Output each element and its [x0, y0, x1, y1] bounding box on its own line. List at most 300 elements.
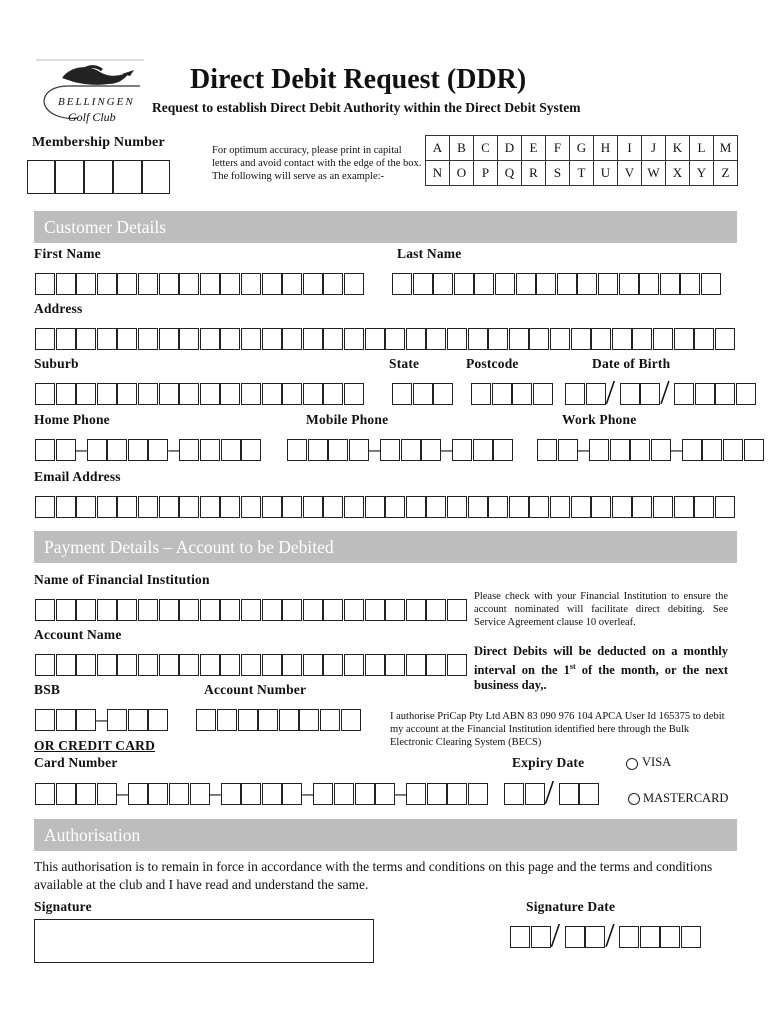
address-box[interactable]	[488, 328, 508, 350]
suburb-box[interactable]	[56, 383, 76, 405]
card-number-box[interactable]	[375, 783, 395, 805]
account-name-box[interactable]	[56, 654, 76, 676]
card-number-box[interactable]	[56, 783, 76, 805]
alphabet-cell: F	[546, 136, 570, 161]
card-number-label: Card Number	[34, 755, 118, 770]
account-number-label: Account Number	[204, 682, 307, 697]
institution-box[interactable]	[323, 599, 343, 621]
last-name-box[interactable]	[516, 273, 536, 295]
mobile-phone-box[interactable]	[308, 439, 328, 461]
dob-box[interactable]	[715, 383, 735, 405]
suburb-box[interactable]	[159, 383, 179, 405]
signature-date-box[interactable]	[510, 926, 530, 948]
account-number-box[interactable]	[320, 709, 340, 731]
suburb-box[interactable]	[241, 383, 261, 405]
first-name-box[interactable]	[97, 273, 117, 295]
email-box[interactable]	[76, 496, 96, 518]
card-number-box[interactable]	[241, 783, 261, 805]
account-number-box[interactable]	[196, 709, 216, 731]
account-name-box[interactable]	[323, 654, 343, 676]
work-phone-box[interactable]	[610, 439, 630, 461]
email-box[interactable]	[447, 496, 467, 518]
address-box[interactable]	[282, 328, 302, 350]
address-box[interactable]	[138, 328, 158, 350]
bsb-box[interactable]	[35, 709, 55, 731]
bsb-box[interactable]	[76, 709, 96, 731]
date-slash: /	[660, 374, 670, 411]
email-box[interactable]	[468, 496, 488, 518]
dob-box[interactable]	[620, 383, 640, 405]
card-number-box[interactable]	[313, 783, 333, 805]
first-name-box[interactable]	[200, 273, 220, 295]
alphabet-cell: R	[522, 161, 546, 186]
signature-date-label: Signature Date	[526, 899, 616, 914]
home-phone-box[interactable]	[179, 439, 199, 461]
first-name-box[interactable]	[220, 273, 240, 295]
account-number-box[interactable]	[299, 709, 319, 731]
suburb-box[interactable]	[303, 383, 323, 405]
suburb-box[interactable]	[117, 383, 137, 405]
email-box[interactable]	[179, 496, 199, 518]
alphabet-cell: Z	[714, 161, 738, 186]
email-box[interactable]	[365, 496, 385, 518]
signature-label: Signature	[34, 899, 92, 914]
signature-date-box[interactable]	[681, 926, 701, 948]
account-name-box[interactable]	[406, 654, 426, 676]
address-box[interactable]	[76, 328, 96, 350]
email-box[interactable]	[509, 496, 529, 518]
institution-box[interactable]	[447, 599, 467, 621]
first-name-box[interactable]	[282, 273, 302, 295]
dob-box[interactable]	[736, 383, 756, 405]
date-slash: /	[550, 917, 561, 954]
section-customer-details: Customer Details	[34, 211, 737, 243]
postcode-box[interactable]	[512, 383, 532, 405]
email-box[interactable]	[653, 496, 673, 518]
institution-box[interactable]	[179, 599, 199, 621]
separator-dash: –	[395, 780, 407, 805]
first-name-box[interactable]	[179, 273, 199, 295]
account-name-box[interactable]	[282, 654, 302, 676]
membership-box[interactable]	[142, 160, 170, 194]
address-box[interactable]	[200, 328, 220, 350]
card-number-box[interactable]	[282, 783, 302, 805]
email-box[interactable]	[591, 496, 611, 518]
email-box[interactable]	[138, 496, 158, 518]
account-name-box[interactable]	[365, 654, 385, 676]
postcode-box[interactable]	[492, 383, 512, 405]
state-box[interactable]	[413, 383, 433, 405]
mobile-phone-box[interactable]	[473, 439, 493, 461]
dob-box[interactable]	[674, 383, 694, 405]
institution-box[interactable]	[200, 599, 220, 621]
visa-radio[interactable]	[626, 758, 638, 770]
authorisation-text: This authorisation is to remain in force in accordance with the terms and conditions on this page and the terms and conditions available at the club and I have read and understand the same.	[34, 859, 713, 892]
account-name-box[interactable]	[344, 654, 364, 676]
email-box[interactable]	[715, 496, 735, 518]
email-box[interactable]	[56, 496, 76, 518]
institution-label: Name of Financial Institution	[34, 572, 210, 587]
email-box[interactable]	[674, 496, 694, 518]
email-box[interactable]	[282, 496, 302, 518]
account-number-box[interactable]	[341, 709, 361, 731]
last-name-box[interactable]	[495, 273, 515, 295]
mobile-phone-box[interactable]	[349, 439, 369, 461]
card-number-box[interactable]	[148, 783, 168, 805]
work-phone-box[interactable]	[589, 439, 609, 461]
alphabet-cell: G	[570, 136, 594, 161]
institution-box[interactable]	[35, 599, 55, 621]
mobile-phone-box[interactable]	[287, 439, 307, 461]
institution-box[interactable]	[282, 599, 302, 621]
suburb-box[interactable]	[220, 383, 240, 405]
mobile-phone-box[interactable]	[493, 439, 513, 461]
last-name-box[interactable]	[433, 273, 453, 295]
card-number-box[interactable]	[334, 783, 354, 805]
home-phone-box[interactable]	[56, 439, 76, 461]
account-name-box[interactable]	[138, 654, 158, 676]
email-box[interactable]	[632, 496, 652, 518]
address-box[interactable]	[509, 328, 529, 350]
suburb-box[interactable]	[35, 383, 55, 405]
last-name-box[interactable]	[680, 273, 700, 295]
address-box[interactable]	[220, 328, 240, 350]
membership-box[interactable]	[84, 160, 113, 194]
email-box[interactable]	[303, 496, 323, 518]
membership-box[interactable]	[55, 160, 84, 194]
state-box[interactable]	[392, 383, 412, 405]
first-name-box[interactable]	[344, 273, 364, 295]
account-name-box[interactable]	[97, 654, 117, 676]
work-phone-box[interactable]	[723, 439, 743, 461]
last-name-box[interactable]	[701, 273, 721, 295]
alphabet-cell: O	[450, 161, 474, 186]
suburb-box[interactable]	[344, 383, 364, 405]
address-box[interactable]	[406, 328, 426, 350]
address-box[interactable]	[241, 328, 261, 350]
suburb-box[interactable]	[179, 383, 199, 405]
address-box[interactable]	[159, 328, 179, 350]
state-box[interactable]	[433, 383, 453, 405]
expiry-box[interactable]	[525, 783, 545, 805]
expiry-box[interactable]	[559, 783, 579, 805]
account-name-box[interactable]	[200, 654, 220, 676]
card-number-box[interactable]	[128, 783, 148, 805]
address-box[interactable]	[323, 328, 343, 350]
bsb-label: BSB	[34, 682, 61, 697]
mobile-phone-box[interactable]	[328, 439, 348, 461]
separator-dash: –	[441, 436, 453, 461]
alphabet-cell: K	[666, 136, 690, 161]
separator-dash: –	[670, 436, 682, 461]
institution-box[interactable]	[76, 599, 96, 621]
institution-box[interactable]	[303, 599, 323, 621]
email-box[interactable]	[612, 496, 632, 518]
bsb-box[interactable]	[107, 709, 127, 731]
address-box[interactable]	[632, 328, 652, 350]
card-number-box[interactable]	[169, 783, 189, 805]
alphabet-cell: B	[450, 136, 474, 161]
last-name-box[interactable]	[557, 273, 577, 295]
address-box[interactable]	[35, 328, 55, 350]
card-number-box[interactable]	[262, 783, 282, 805]
first-name-box[interactable]	[262, 273, 282, 295]
email-box[interactable]	[550, 496, 570, 518]
email-box[interactable]	[694, 496, 714, 518]
suburb-box[interactable]	[323, 383, 343, 405]
card-number-box[interactable]	[468, 783, 488, 805]
separator-dash: –	[116, 780, 128, 805]
dob-box[interactable]	[640, 383, 660, 405]
postcode-box[interactable]	[471, 383, 491, 405]
address-box[interactable]	[303, 328, 323, 350]
institution-box[interactable]	[426, 599, 446, 621]
address-box[interactable]	[179, 328, 199, 350]
institution-box[interactable]	[262, 599, 282, 621]
card-number-box[interactable]	[190, 783, 210, 805]
alphabet-cell: T	[570, 161, 594, 186]
account-name-box[interactable]	[179, 654, 199, 676]
signature-date-box[interactable]	[640, 926, 660, 948]
first-name-box[interactable]	[303, 273, 323, 295]
email-box[interactable]	[241, 496, 261, 518]
dob-box[interactable]	[586, 383, 606, 405]
last-name-box[interactable]	[536, 273, 556, 295]
last-name-box[interactable]	[454, 273, 474, 295]
work-phone-box[interactable]	[558, 439, 578, 461]
instructions-text: For optimum accuracy, please print in capital letters and avoid contact with the edge of the box. The following will serve as an example:-	[212, 145, 422, 182]
mastercard-radio[interactable]	[628, 793, 640, 805]
home-phone-label: Home Phone	[34, 412, 110, 427]
address-box[interactable]	[591, 328, 611, 350]
email-box[interactable]	[200, 496, 220, 518]
suburb-box[interactable]	[262, 383, 282, 405]
account-name-box[interactable]	[385, 654, 405, 676]
separator-dash: –	[168, 436, 180, 461]
email-box[interactable]	[571, 496, 591, 518]
address-box[interactable]	[262, 328, 282, 350]
home-phone-box[interactable]	[107, 439, 127, 461]
email-box[interactable]	[529, 496, 549, 518]
date-slash: /	[605, 917, 615, 954]
first-name-box[interactable]	[138, 273, 158, 295]
mobile-phone-label: Mobile Phone	[306, 412, 389, 427]
suburb-box[interactable]	[138, 383, 158, 405]
expiry-box[interactable]	[504, 783, 524, 805]
expiry-label: Expiry Date	[512, 755, 585, 770]
account-number-box[interactable]	[279, 709, 299, 731]
card-number-box[interactable]	[221, 783, 241, 805]
email-box[interactable]	[159, 496, 179, 518]
institution-box[interactable]	[365, 599, 385, 621]
signature-date-box[interactable]	[619, 926, 639, 948]
email-box[interactable]	[117, 496, 137, 518]
suburb-box[interactable]	[76, 383, 96, 405]
account-number-box[interactable]	[217, 709, 237, 731]
institution-box[interactable]	[406, 599, 426, 621]
account-number-box[interactable]	[238, 709, 258, 731]
address-box[interactable]	[97, 328, 117, 350]
address-box[interactable]	[56, 328, 76, 350]
email-box[interactable]	[35, 496, 55, 518]
separator-dash: –	[302, 780, 314, 805]
account-name-box[interactable]	[303, 654, 323, 676]
account-number-box[interactable]	[258, 709, 278, 731]
suburb-box[interactable]	[282, 383, 302, 405]
email-box[interactable]	[97, 496, 117, 518]
home-phone-box[interactable]	[87, 439, 107, 461]
home-phone-box[interactable]	[200, 439, 220, 461]
card-number-box[interactable]	[355, 783, 375, 805]
membership-box[interactable]	[27, 160, 55, 194]
bsb-box[interactable]	[148, 709, 168, 731]
institution-box[interactable]	[138, 599, 158, 621]
account-name-box[interactable]	[426, 654, 446, 676]
email-box[interactable]	[426, 496, 446, 518]
address-box[interactable]	[715, 328, 735, 350]
bsb-box[interactable]	[56, 709, 76, 731]
dob-box[interactable]	[565, 383, 585, 405]
card-number-box[interactable]	[427, 783, 447, 805]
membership-box[interactable]	[113, 160, 142, 194]
account-name-box[interactable]	[35, 654, 55, 676]
alphabet-cell: I	[618, 136, 642, 161]
account-name-box[interactable]	[76, 654, 96, 676]
email-box[interactable]	[488, 496, 508, 518]
signature-date-box[interactable]	[565, 926, 585, 948]
address-box[interactable]	[117, 328, 137, 350]
expiry-box[interactable]	[579, 783, 599, 805]
alphabet-cell: V	[618, 161, 642, 186]
first-name-box[interactable]	[76, 273, 96, 295]
last-name-box[interactable]	[660, 273, 680, 295]
home-phone-box[interactable]	[35, 439, 55, 461]
address-box[interactable]	[694, 328, 714, 350]
last-name-label: Last Name	[397, 246, 462, 261]
address-box[interactable]	[529, 328, 549, 350]
mobile-phone-box[interactable]	[380, 439, 400, 461]
work-phone-box[interactable]	[744, 439, 764, 461]
last-name-box[interactable]	[413, 273, 433, 295]
email-box[interactable]	[385, 496, 405, 518]
card-number-box[interactable]	[35, 783, 55, 805]
dob-box[interactable]	[695, 383, 715, 405]
last-name-box[interactable]	[392, 273, 412, 295]
account-name-box[interactable]	[447, 654, 467, 676]
work-phone-box[interactable]	[651, 439, 671, 461]
address-box[interactable]	[365, 328, 385, 350]
work-phone-box[interactable]	[630, 439, 650, 461]
card-number-box[interactable]	[406, 783, 426, 805]
first-name-box[interactable]	[323, 273, 343, 295]
card-number-box[interactable]	[97, 783, 117, 805]
alphabet-cell: N	[426, 161, 450, 186]
account-name-box[interactable]	[220, 654, 240, 676]
institution-box[interactable]	[56, 599, 76, 621]
institution-box[interactable]	[241, 599, 261, 621]
signature-date-box[interactable]	[660, 926, 680, 948]
alphabet-cell: P	[474, 161, 498, 186]
date-slash: /	[605, 374, 616, 411]
last-name-box[interactable]	[598, 273, 618, 295]
signature-date-box[interactable]	[585, 926, 605, 948]
address-box[interactable]	[468, 328, 488, 350]
card-number-box[interactable]	[76, 783, 96, 805]
home-phone-box[interactable]	[128, 439, 148, 461]
email-box[interactable]	[220, 496, 240, 518]
address-box[interactable]	[550, 328, 570, 350]
email-box[interactable]	[262, 496, 282, 518]
address-box[interactable]	[612, 328, 632, 350]
address-box[interactable]	[571, 328, 591, 350]
postcode-box[interactable]	[533, 383, 553, 405]
home-phone-box[interactable]	[221, 439, 241, 461]
address-box[interactable]	[385, 328, 405, 350]
home-phone-box[interactable]	[241, 439, 261, 461]
or-credit-card-label: OR CREDIT CARD	[34, 738, 156, 753]
suburb-box[interactable]	[200, 383, 220, 405]
account-name-box[interactable]	[117, 654, 137, 676]
suburb-box[interactable]	[97, 383, 117, 405]
work-phone-box[interactable]	[702, 439, 722, 461]
institution-box[interactable]	[159, 599, 179, 621]
email-box[interactable]	[344, 496, 364, 518]
first-name-box[interactable]	[56, 273, 76, 295]
address-box[interactable]	[653, 328, 673, 350]
work-phone-box[interactable]	[537, 439, 557, 461]
email-box[interactable]	[323, 496, 343, 518]
institution-box[interactable]	[385, 599, 405, 621]
last-name-box[interactable]	[619, 273, 639, 295]
institution-box[interactable]	[220, 599, 240, 621]
institution-box[interactable]	[344, 599, 364, 621]
bsb-box[interactable]	[128, 709, 148, 731]
first-name-box[interactable]	[35, 273, 55, 295]
alphabet-cell: E	[522, 136, 546, 161]
last-name-box[interactable]	[474, 273, 494, 295]
alphabet-cell: A	[426, 136, 450, 161]
first-name-box[interactable]	[117, 273, 137, 295]
card-number-box[interactable]	[447, 783, 467, 805]
first-name-box[interactable]	[241, 273, 261, 295]
separator-dash: –	[209, 780, 221, 805]
mobile-phone-box[interactable]	[421, 439, 441, 461]
institution-box[interactable]	[117, 599, 137, 621]
address-box[interactable]	[447, 328, 467, 350]
first-name-box[interactable]	[159, 273, 179, 295]
first-name-label: First Name	[34, 246, 101, 261]
institution-box[interactable]	[97, 599, 117, 621]
last-name-box[interactable]	[639, 273, 659, 295]
address-box[interactable]	[426, 328, 446, 350]
signature-field[interactable]	[34, 919, 374, 963]
address-box[interactable]	[674, 328, 694, 350]
work-phone-box[interactable]	[682, 439, 702, 461]
account-name-label: Account Name	[34, 627, 122, 642]
mobile-phone-box[interactable]	[401, 439, 421, 461]
account-name-box[interactable]	[241, 654, 261, 676]
mobile-phone-box[interactable]	[452, 439, 472, 461]
alphabet-cell: S	[546, 161, 570, 186]
home-phone-box[interactable]	[148, 439, 168, 461]
account-name-box[interactable]	[159, 654, 179, 676]
alphabet-cell: Y	[690, 161, 714, 186]
account-name-box[interactable]	[262, 654, 282, 676]
address-box[interactable]	[344, 328, 364, 350]
email-box[interactable]	[406, 496, 426, 518]
last-name-box[interactable]	[577, 273, 597, 295]
signature-date-box[interactable]	[531, 926, 551, 948]
